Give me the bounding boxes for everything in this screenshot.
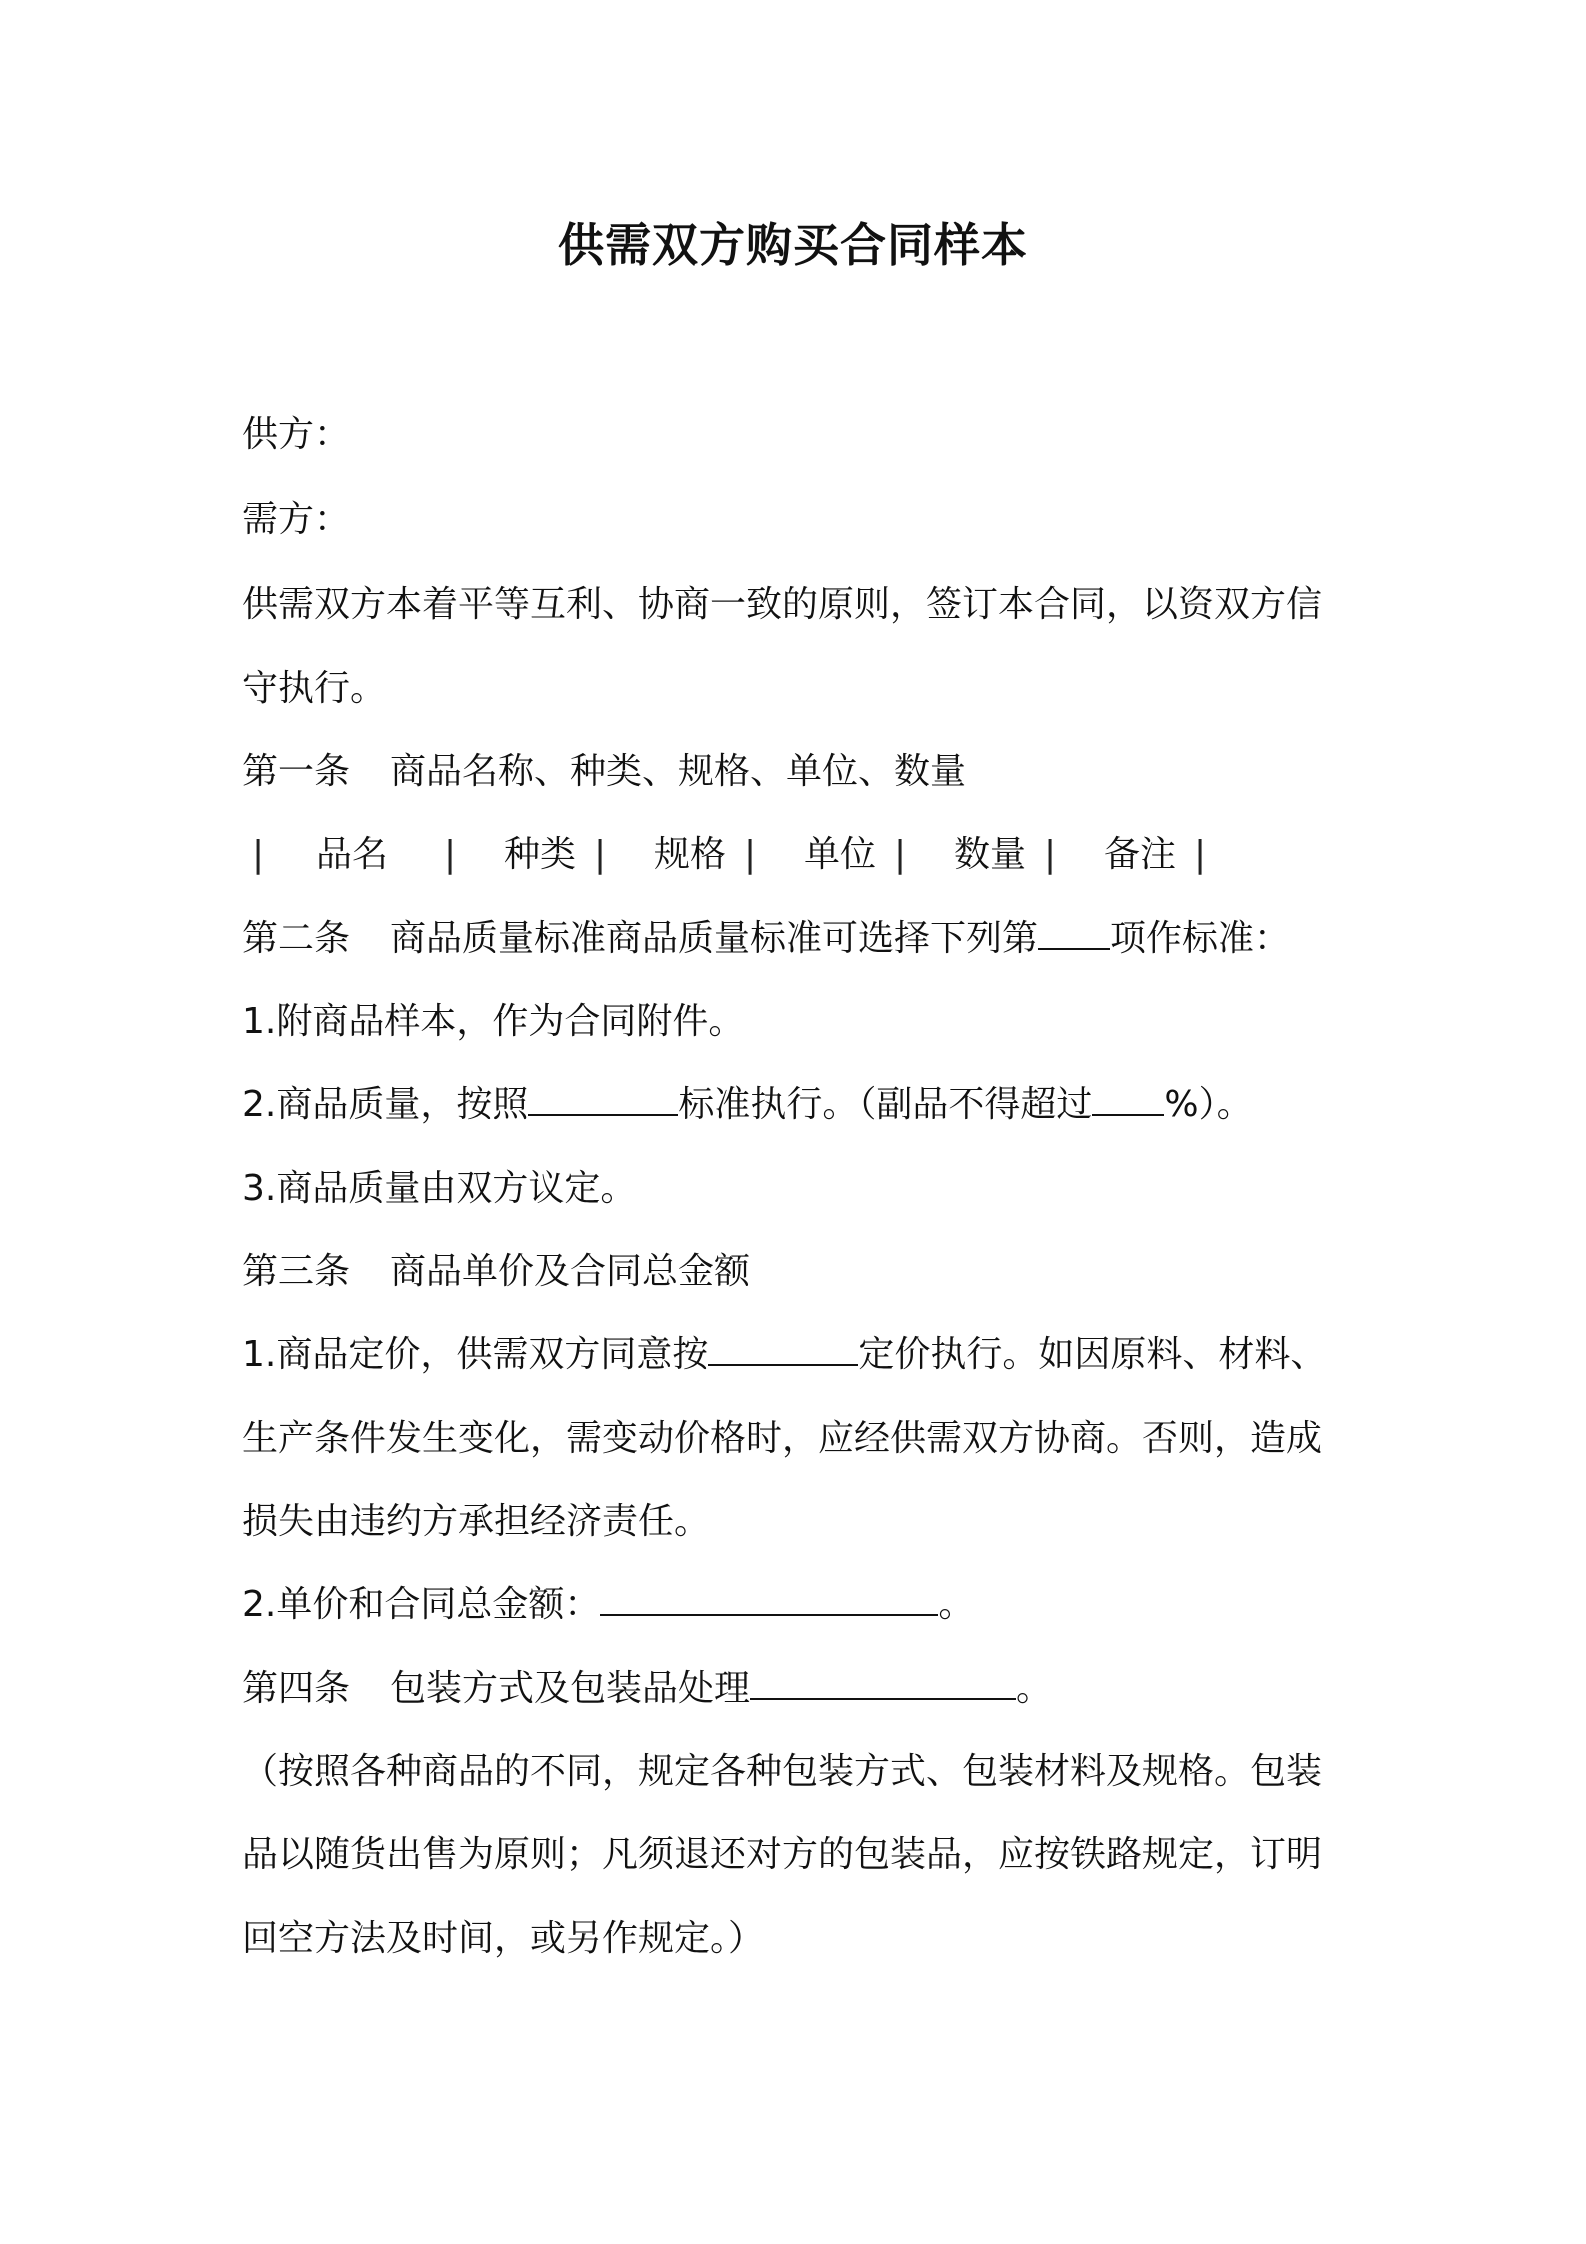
blank-field[interactable] — [600, 1580, 938, 1616]
article4-heading — [242, 1664, 1362, 1714]
table-separator: | — [894, 834, 907, 875]
table-separator: | — [1044, 834, 1057, 875]
article-title: 包装方式及包装品处理 — [390, 1668, 751, 1709]
table-separator: | — [444, 834, 457, 875]
item-text: %）。 — [1164, 1084, 1253, 1125]
article3-item2 — [242, 1580, 1362, 1630]
goods-table-header — [242, 830, 1242, 880]
article1-heading — [242, 747, 1362, 797]
table-separator: | — [744, 834, 757, 875]
article3-heading — [242, 1247, 1362, 1297]
article2-item1: 1.附商品样本，作为合同附件。 — [242, 1001, 745, 1042]
item-text: 2.商品质量，按照 — [242, 1084, 529, 1125]
article-title: 商品单价及合同总金额 — [390, 1251, 751, 1292]
article4-note-line2: 品以随货出售为原则；凡须退还对方的包装品，应按铁路规定，订明 — [242, 1834, 1323, 1875]
table-separator: | — [594, 834, 607, 875]
article-title-suffix: 项作标准： — [1110, 918, 1291, 959]
table-header-category: 种类 — [504, 834, 577, 875]
item-text: 。 — [1016, 1668, 1053, 1709]
article-title: 商品名称、种类、规格、单位、数量 — [390, 751, 967, 792]
document-title: 供需双方购买合同样本 — [558, 218, 1028, 272]
table-separator: | — [1194, 834, 1207, 875]
supplier-line: 供方： — [242, 414, 351, 455]
article2-item3: 3.商品质量由双方议定。 — [242, 1168, 637, 1209]
article-title: 商品质量标准商品质量标准可选择下列第 — [390, 918, 1039, 959]
table-header-remarks: 备注 — [1104, 834, 1177, 875]
item-text: 。 — [938, 1584, 975, 1625]
article-number: 第三条 — [242, 1251, 351, 1292]
article4-note-line3: 回空方法及时间，或另作规定。） — [242, 1918, 765, 1959]
buyer-line: 需方： — [242, 499, 351, 540]
table-header-quantity: 数量 — [954, 834, 1027, 875]
article3-item1-line3: 损失由违约方承担经济责任。 — [242, 1501, 711, 1542]
article2-heading — [242, 914, 1362, 964]
table-header-unit: 单位 — [804, 834, 877, 875]
item-text: 2.单价和合同总金额： — [242, 1584, 601, 1625]
blank-field[interactable] — [1092, 1080, 1164, 1116]
table-header-spec: 规格 — [654, 834, 727, 875]
item-text: 标准执行。（副品不得超过 — [678, 1084, 1093, 1125]
table-separator: | — [252, 834, 265, 875]
blank-field[interactable] — [528, 1080, 678, 1116]
article3-item1 — [242, 1330, 1362, 1380]
article-number: 第四条 — [242, 1668, 351, 1709]
article3-item1-line2: 生产条件发生变化，需变动价格时，应经供需双方协商。否则，造成 — [242, 1418, 1323, 1459]
blank-field[interactable] — [708, 1330, 858, 1366]
article-number: 第一条 — [242, 751, 351, 792]
intro-line-1: 供需双方本着平等互利、协商一致的原则，签订本合同，以资双方信 — [242, 584, 1323, 625]
table-header-name: 品名 — [316, 834, 389, 875]
blank-field[interactable] — [750, 1664, 1016, 1700]
item-text: 1.商品定价，供需双方同意按 — [242, 1334, 709, 1375]
blank-field[interactable] — [1038, 914, 1110, 950]
article4-note-line1: （按照各种商品的不同，规定各种包装方式、包装材料及规格。包装 — [242, 1751, 1323, 1792]
intro-line-2: 守执行。 — [242, 668, 387, 709]
article2-item2 — [242, 1080, 1362, 1130]
item-text: 定价执行。如因原料、材料、 — [858, 1334, 1327, 1375]
article-number: 第二条 — [242, 918, 351, 959]
